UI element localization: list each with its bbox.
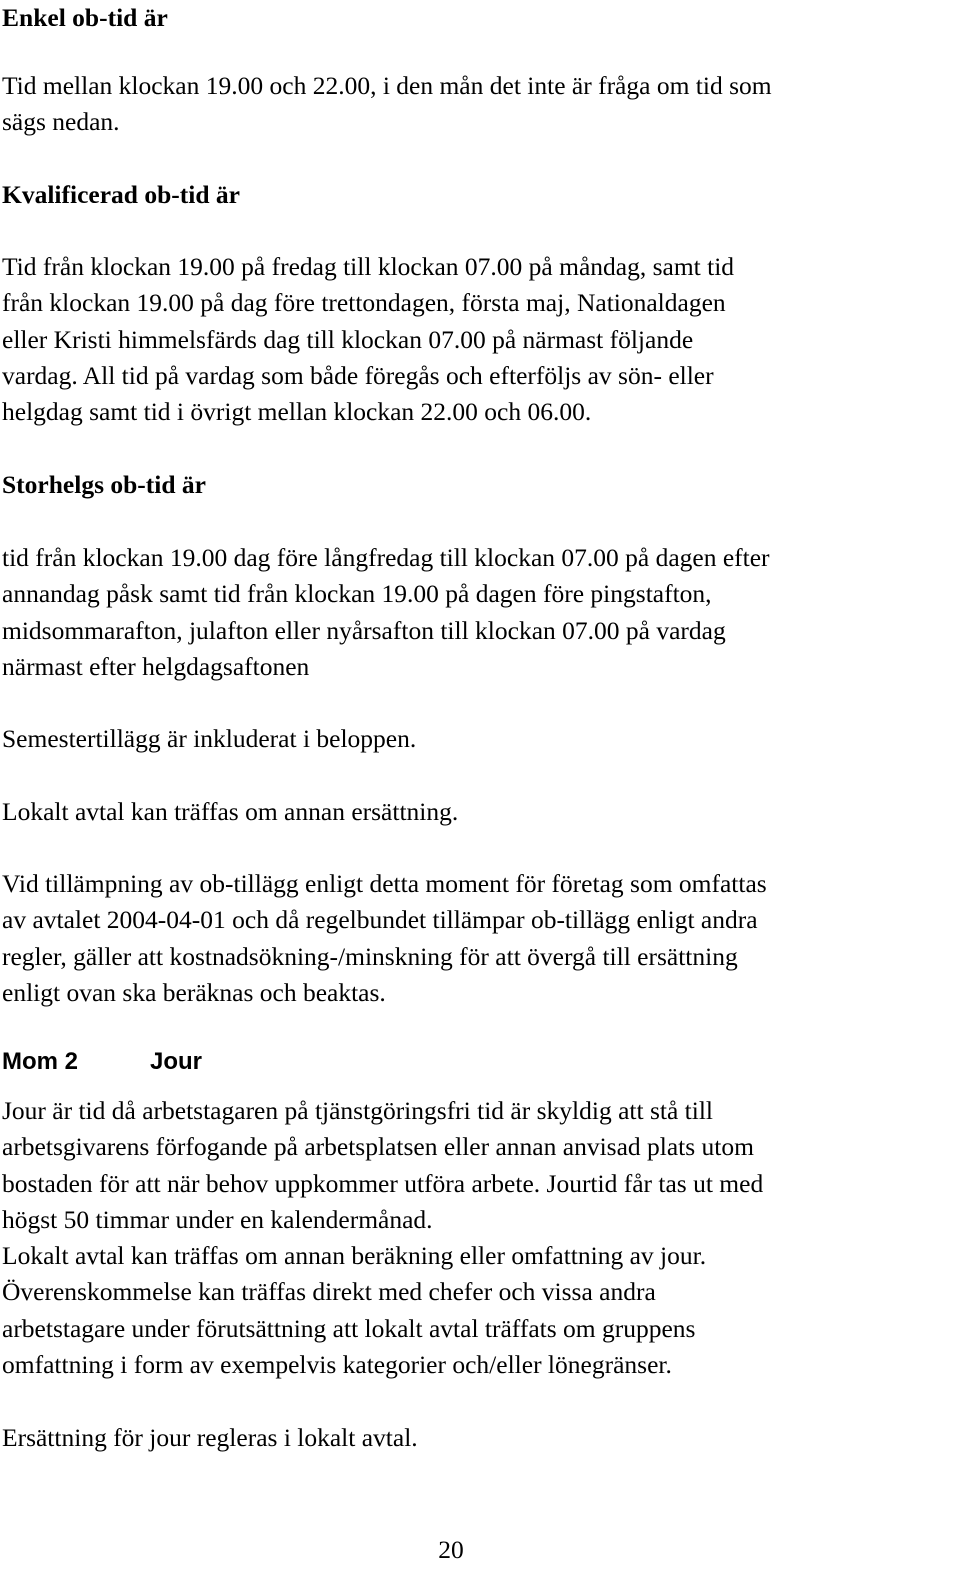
text-line: högst 50 timmar under en kalendermånad.: [2, 1204, 433, 1234]
text-line: från klockan 19.00 på dag före trettondagen, första maj, Nationaldagen: [2, 288, 726, 318]
paragraph-enkel-ob-tid: [2, 68, 772, 141]
paragraph-jour: [2, 1093, 763, 1383]
text-line: arbetsgivarens förfogande på arbetsplatsen eller annan anvisad plats utom: [2, 1132, 754, 1162]
paragraph-tillampning: [2, 866, 767, 1011]
text-line: annandag påsk samt tid från klockan 19.00 på dagen före pingstafton,: [2, 579, 712, 609]
paragraph-storhelgs-ob-tid: [2, 540, 770, 685]
text-line: eller Kristi himmelsfärds dag till klockan 07.00 på närmast följande: [2, 324, 694, 354]
text-line: midsommarafton, julafton eller nyårsafton till klockan 07.00 på vardag: [2, 615, 726, 645]
text-line: sägs nedan.: [2, 107, 120, 137]
heading-kvalificerad-ob-tid: Kvalificerad ob-tid är: [2, 180, 240, 209]
text-line: Tid från klockan 19.00 på fredag till klockan 07.00 på måndag, samt tid: [2, 252, 735, 281]
text-line: tid från klockan 19.00 dag före långfredag till klockan 07.00 på dagen efter: [2, 543, 770, 572]
page-number: 20: [438, 1535, 464, 1564]
text-line: Lokalt avtal kan träffas om annan beräkning eller omfattning av jour.: [2, 1241, 707, 1271]
text-line: närmast efter helgdagsaftonen: [2, 651, 310, 681]
section-number-mom-2: Mom 2: [2, 1048, 79, 1075]
text-line: Jour är tid då arbetstagaren på tjänstgöringsfri tid är skyldig att stå till: [2, 1096, 713, 1125]
text-line: bostaden för att när behov uppkommer utföra arbete. Jourtid får tas ut med: [2, 1168, 764, 1198]
text-line: omfattning i form av exempelvis kategorier och/eller lönegränser.: [2, 1350, 672, 1380]
heading-enkel-ob-tid: Enkel ob-tid är: [2, 3, 168, 32]
text-line: helgdag samt tid i övrigt mellan klockan 22.00 och 06.00.: [2, 397, 592, 427]
text-line: enligt ovan ska beräknas och beaktas.: [2, 977, 386, 1007]
heading-storhelgs-ob-tid: Storhelgs ob-tid är: [2, 470, 206, 499]
text-line: Överenskommelse kan träffas direkt med chefer och vissa andra: [2, 1277, 656, 1307]
paragraph-semestertillagg: Semestertillägg är inkluderat i beloppen.: [2, 724, 417, 753]
text-line: Vid tillämpning av ob-tillägg enligt detta moment för företag som omfattas: [2, 869, 767, 898]
paragraph-ersattning-jour: Ersättning för jour regleras i lokalt avtal.: [2, 1423, 418, 1452]
text-line: arbetstagare under förutsättning att lokalt avtal träffats om gruppens: [2, 1313, 696, 1343]
paragraph-kvalificerad-ob-tid: [2, 249, 734, 430]
paragraph-lokalt-avtal: Lokalt avtal kan träffas om annan ersättning.: [2, 797, 459, 826]
text-line: av avtalet 2004-04-01 och då regelbundet tillämpar ob-tillägg enligt andra: [2, 905, 758, 935]
section-title-jour: Jour: [150, 1048, 203, 1075]
text-line: vardag. All tid på vardag som både föregås och efterföljs av sön- eller: [2, 360, 714, 390]
text-line: regler, gäller att kostnadsökning-/minskning för att övergå till ersättning: [2, 941, 738, 971]
text-line: Tid mellan klockan 19.00 och 22.00, i den mån det inte är fråga om tid som: [2, 71, 772, 100]
